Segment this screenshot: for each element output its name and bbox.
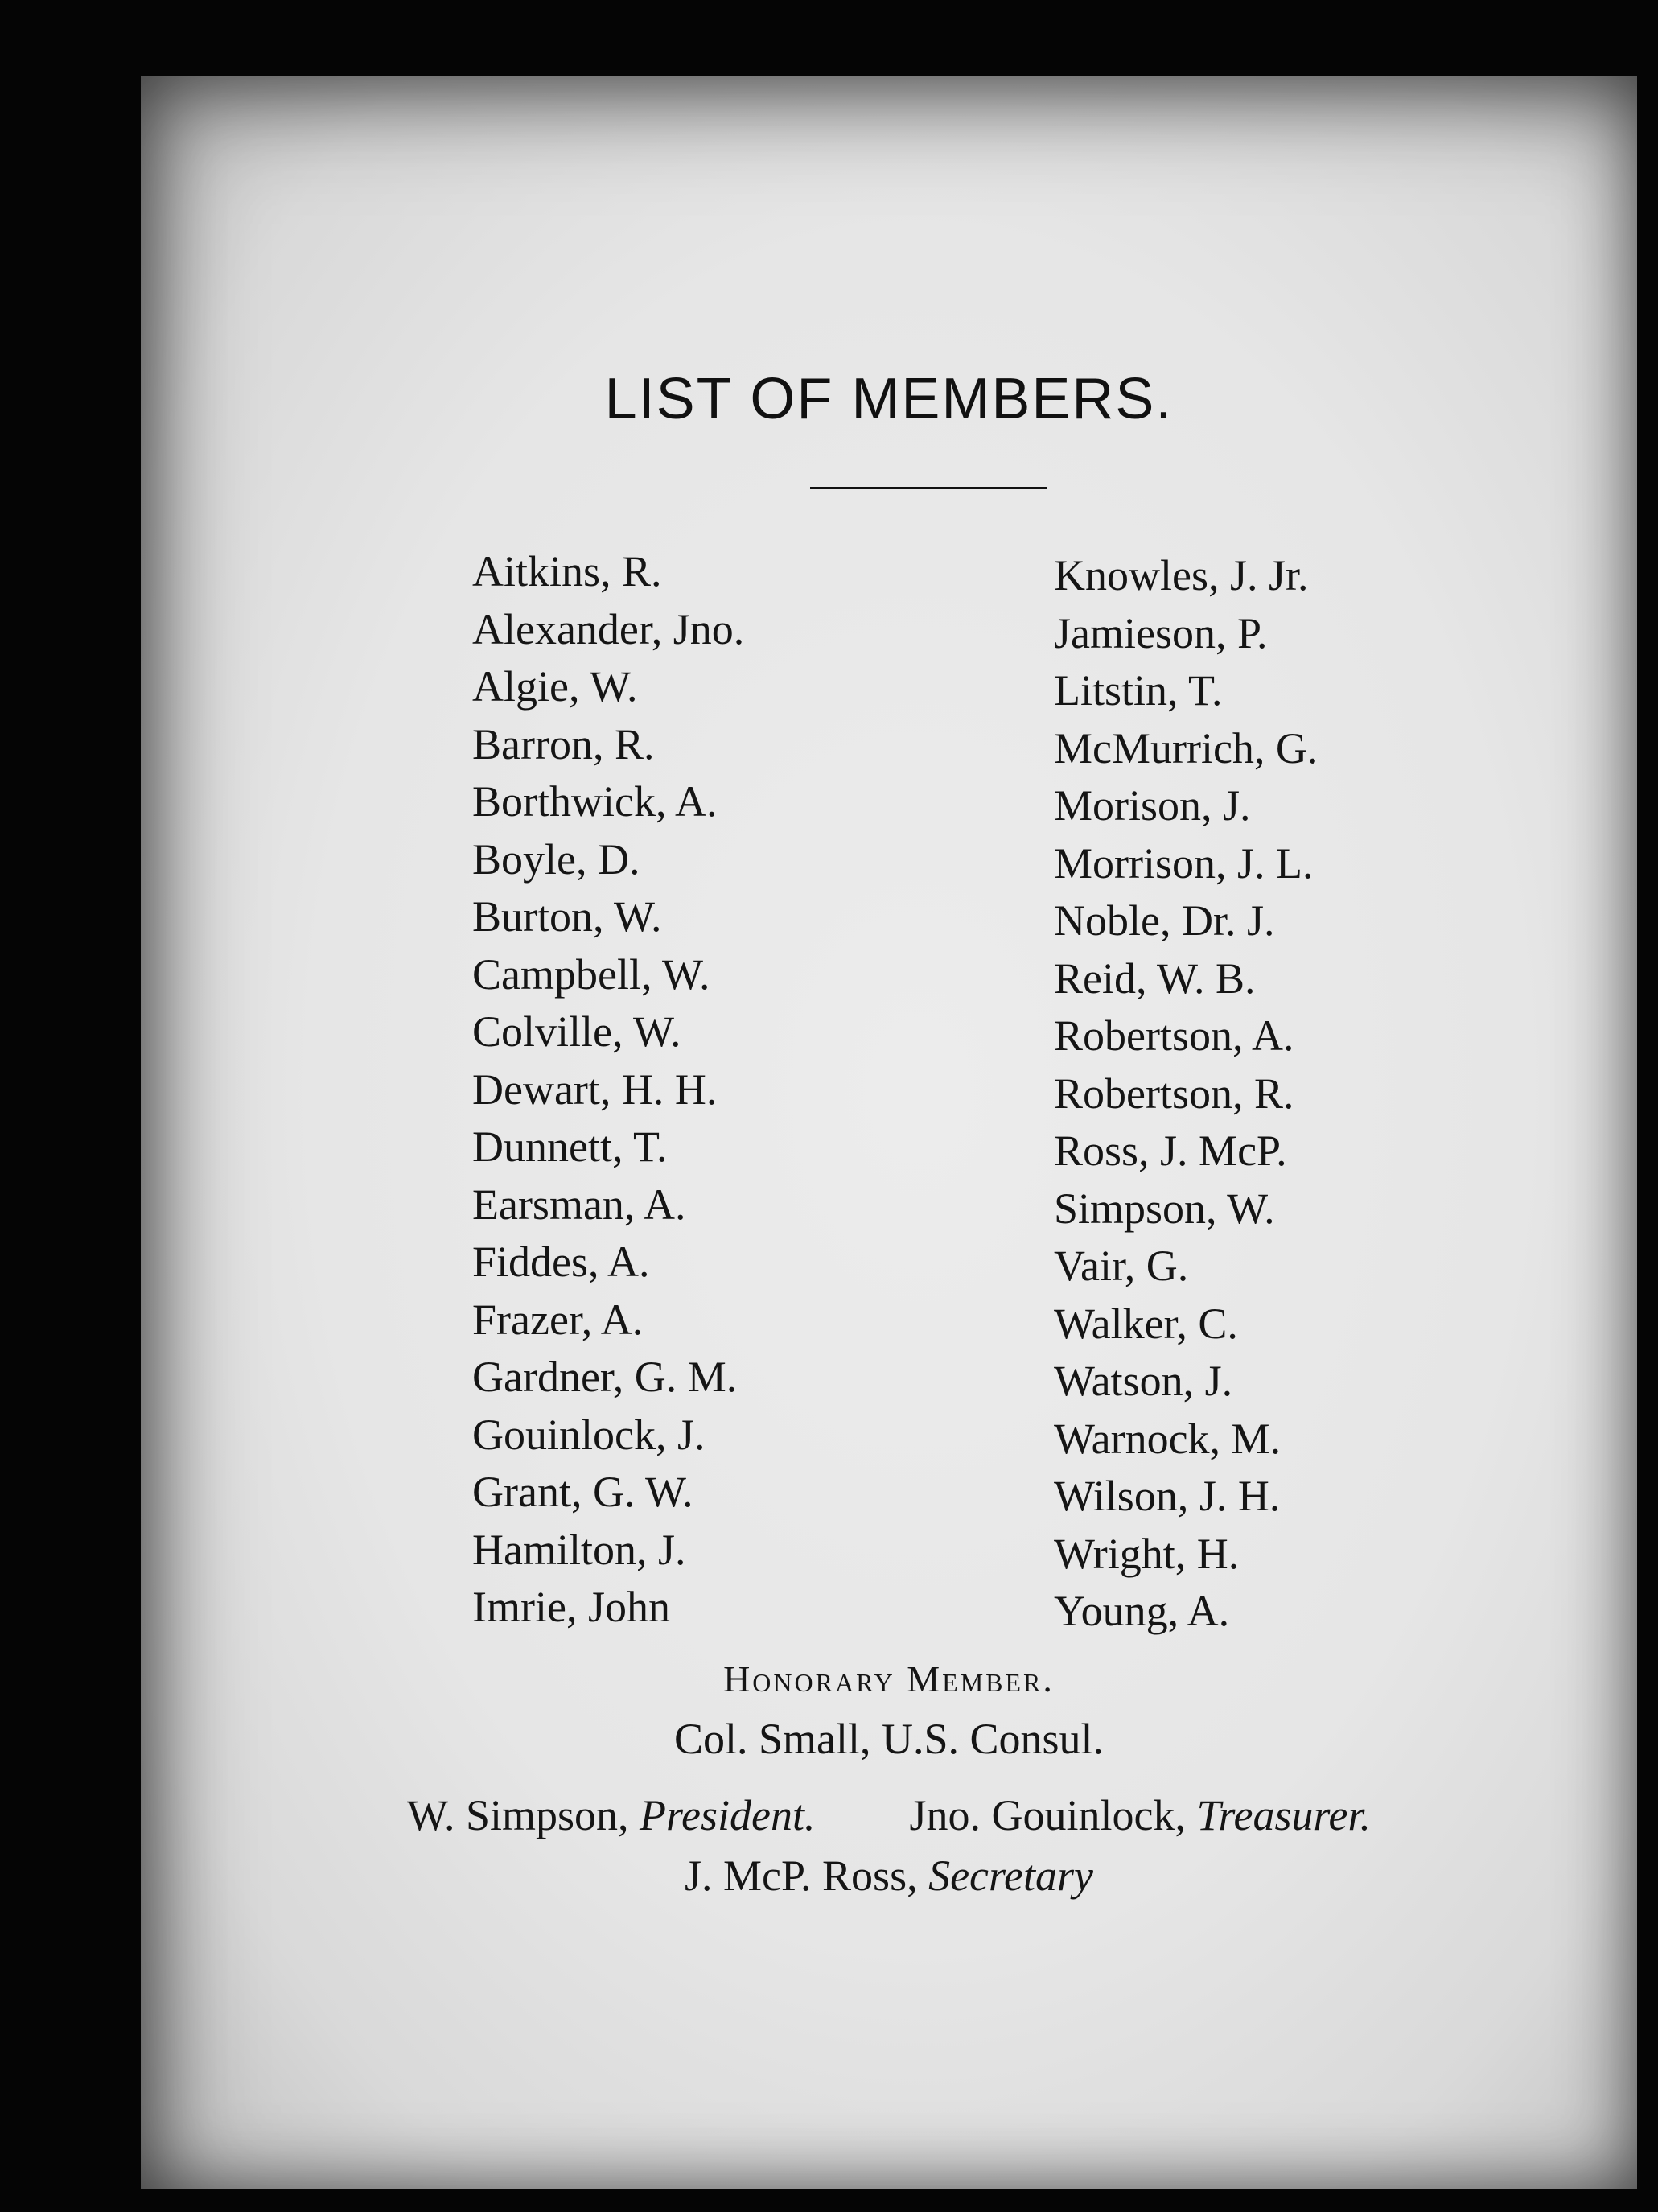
treasurer-name: Jno. Gouinlock, [909, 1791, 1186, 1839]
member-entry: Imrie, John [472, 1583, 670, 1631]
member-entry: Noble, Dr. J. [1054, 896, 1275, 945]
members-right-column [1054, 547, 1318, 1641]
member-entry: Hamilton, J. [472, 1525, 686, 1574]
member-entry: Knowles, J. Jr. [1054, 551, 1309, 599]
member-entry: Reid, W. B. [1054, 954, 1256, 1003]
secretary-line [141, 1851, 1637, 1901]
president-name: W. Simpson, [406, 1791, 629, 1839]
member-entry: Colville, W. [472, 1007, 681, 1056]
member-entry: Dewart, H. H. [472, 1065, 718, 1114]
member-entry: Frazer, A. [472, 1295, 644, 1344]
member-entry: Boyle, D. [472, 834, 640, 884]
member-entry: Earsman, A. [472, 1180, 686, 1229]
member-entry: Wilson, J. H. [1054, 1472, 1281, 1520]
member-entry: Walker, C. [1054, 1299, 1238, 1348]
member-entry: Robertson, R. [1054, 1069, 1294, 1118]
member-entry: Morrison, J. L. [1054, 838, 1314, 888]
officers-line [141, 1790, 1637, 1840]
member-entry: Barron, R. [472, 719, 655, 768]
member-entry: Grant, G. W. [472, 1468, 693, 1516]
member-entry: Alexander, Jno. [472, 604, 745, 653]
member-entry: Dunnett, T. [472, 1122, 668, 1171]
member-entry: Burton, W. [472, 892, 662, 941]
honorary-member-name: Col. Small, U.S. Consul. [673, 1715, 1105, 1763]
member-entry: Young, A. [1054, 1587, 1230, 1635]
member-entry: Fiddes, A. [472, 1238, 650, 1286]
member-entry: Borthwick, A. [472, 777, 718, 826]
member-entry: Ross, J. McP. [1054, 1127, 1287, 1175]
honorary-member-heading: Honorary Member. [723, 1658, 1055, 1699]
secretary-name: J. McP. Ross, [685, 1852, 918, 1900]
member-entry: Litstin, T. [1054, 666, 1223, 715]
member-entry: Vair, G. [1054, 1242, 1189, 1290]
treasurer-role: Treasurer. [1196, 1791, 1372, 1839]
member-entry: Robertson, A. [1054, 1011, 1294, 1060]
member-entry: Morison, J. [1054, 781, 1251, 830]
member-entry: Aitkins, R. [472, 547, 662, 595]
member-entry: Gardner, G. M. [472, 1353, 738, 1401]
page-title: LIST OF MEMBERS. [604, 367, 1174, 431]
title-divider [810, 487, 1047, 489]
members-left-column [472, 543, 744, 1637]
member-entry: Watson, J. [1054, 1357, 1233, 1405]
member-entry: Gouinlock, J. [472, 1410, 706, 1459]
secretary-role: Secretary [928, 1852, 1093, 1900]
member-entry: Simpson, W. [1054, 1184, 1275, 1233]
president-role: President. [640, 1791, 816, 1839]
member-entry: Wright, H. [1054, 1529, 1240, 1578]
document-page [141, 76, 1637, 2189]
member-entry: Algie, W. [472, 662, 638, 711]
member-entry: Jamieson, P. [1054, 608, 1268, 657]
member-entry: Campbell, W. [472, 949, 710, 999]
member-entry: McMurrich, G. [1054, 723, 1319, 772]
member-entry: Warnock, M. [1054, 1414, 1282, 1463]
